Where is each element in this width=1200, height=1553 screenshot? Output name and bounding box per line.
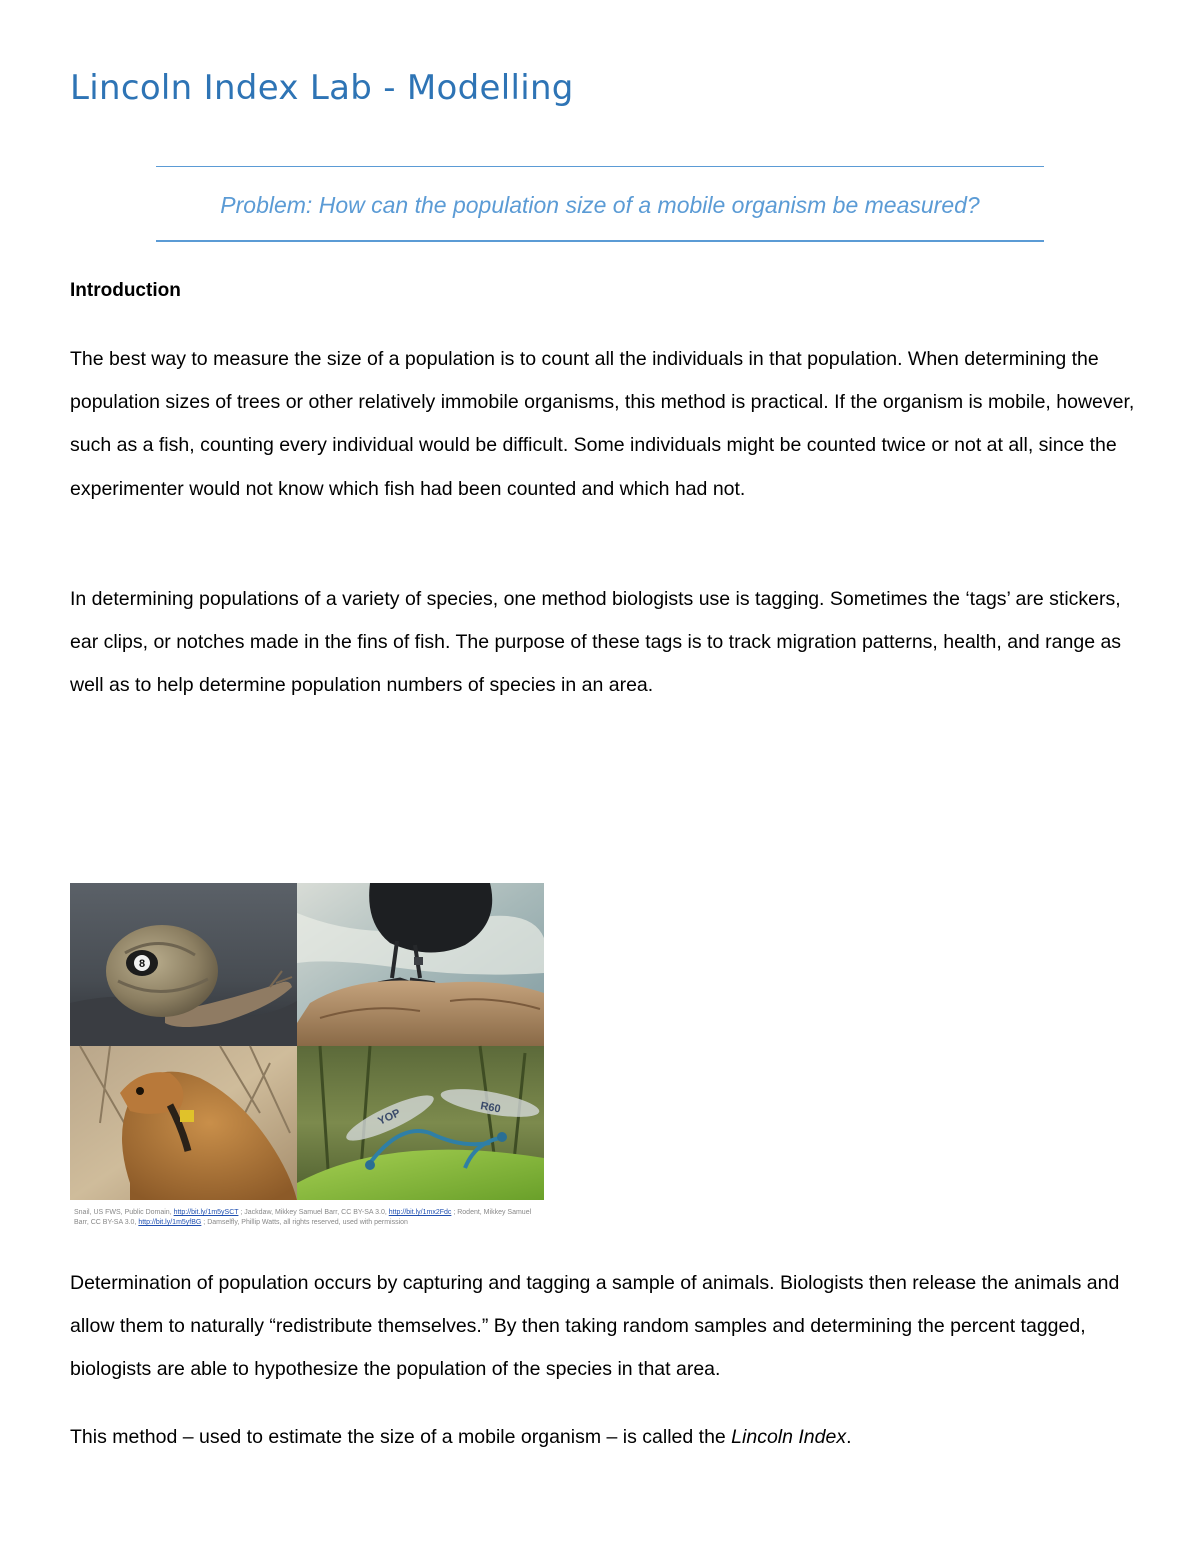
intro-paragraph-2: In determining populations of a variety of species, one method biologists use is tagging. Sometimes the ‘tags’ are stickers, ear clips, or notches made in the fins of fish. The purpose of these tags is to track migration patterns, health, and range as well as to help determine population numbers of species in an area. [70,588,1122,697]
p4-text-after: . [846,1426,852,1448]
intro-paragraph-4 [70,1416,1140,1459]
caption-link-1[interactable]: http://bit.ly/1m5ySCT [173,1209,239,1216]
problem-bottom-rule [156,240,1044,242]
damselfly-tag-2: R60 [479,1100,502,1116]
caption-link-3[interactable]: http://bit.ly/1m5yfBG [138,1219,202,1226]
collared-rodent-photo [70,1046,297,1200]
introduction-heading: Introduction [70,280,181,301]
problem-top-rule [156,166,1044,167]
intro-paragraph-3: Determination of population occurs by capturing and tagging a sample of animals. Biologists then release the animals and allow them to naturally “redistribute themselves.” By then taking random samples and determining the percent tagged, biologists are able to hypothesize the population of the species in that area. [70,1272,1120,1381]
marked-damselflies-photo [297,1046,544,1200]
caption-text-2: ; Jackdaw, Mikkey Samuel Barr, CC BY-SA 3.0, [238,1209,389,1216]
snail-tag-number: 8 [138,958,146,970]
p4-text-before: This method – used to estimate the size of a mobile organism – is called the [70,1426,732,1448]
figure-caption [74,1208,544,1228]
caption-text-1: Snail, US FWS, Public Domain, [74,1209,174,1216]
intro-paragraph-1: The best way to measure the size of a population is to count all the individuals in that population. When determining the population sizes of trees or other relatively immobile organisms, this method is practical. If the organism is mobile, however, such as a fish, counting every individual would be difficult. Some individuals might be counted twice or not at all, since the experimenter would not know which fish had been counted and which had not. [70,348,1135,500]
damselfly-tag-1: YOP [376,1107,403,1128]
tagged-animals-figure [70,883,544,1200]
caption-link-2[interactable]: http://bit.ly/1mx2Fdc [388,1209,452,1216]
caption-text-3: ; Rodent, Mikkey Samuel Barr, CC BY-SA 3.0, [74,1209,532,1226]
problem-statement: Problem: How can the population size of a mobile organism be measured? [220,192,980,218]
tagged-snail-photo [70,883,297,1046]
page-title: Lincoln Index Lab - Modelling [70,68,574,108]
lincoln-index-term: Lincoln Index [731,1426,847,1448]
banded-bird-photo [297,883,544,1046]
caption-text-4: ; Damselfly, Phillip Watts, all rights reserved, used with permission [201,1219,408,1226]
